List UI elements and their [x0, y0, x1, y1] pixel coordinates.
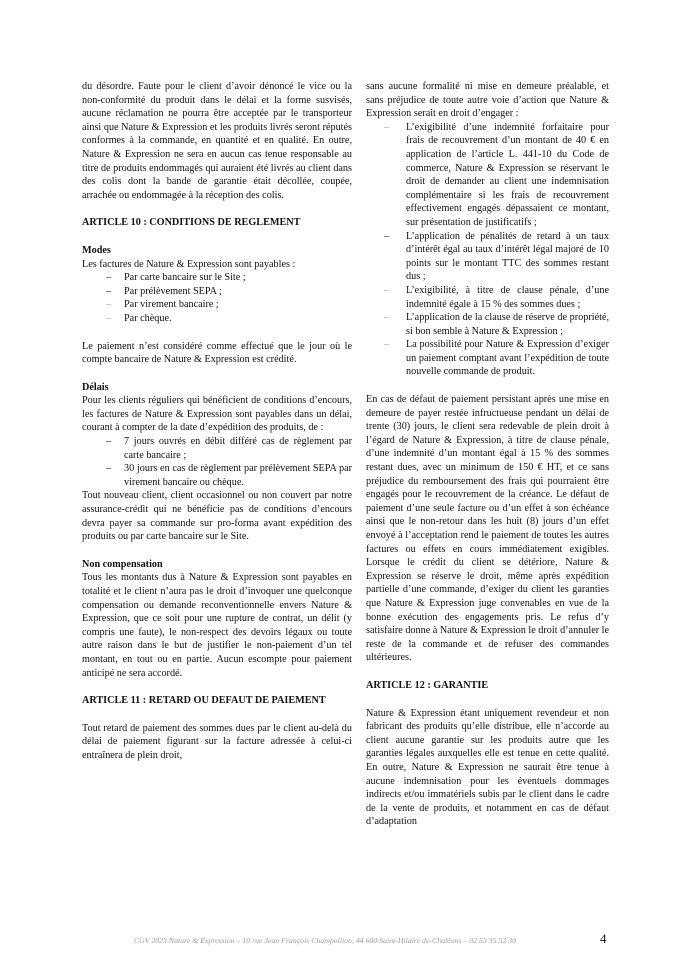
paragraph-garantie: Nature & Expression étant uniquement revendeur et non fabricant des produits qu’elle distribue, elle n’accorde au client aucune garantie sur les produits autre que les garanties légales auxquelles elle est tenue en cette qualité. En outre, Nature & Expression ne saurait être tenue à aucune indemnisation pour les éventuels dommages indirects et/ou immatériels subis par le client dans le cadre de la vente de produits, et notamment en cas de défaut d’adaptation [366, 707, 609, 828]
list-item: – Par prélèvement SEPA ; [106, 285, 352, 299]
page-number: 4 [600, 931, 607, 946]
article-12-heading: ARTICLE 12 : GARANTIE [366, 679, 489, 691]
right-column [366, 80, 609, 829]
list-item: – L’application de la clause de réserve de propriété, si bon semble à Nature & Expression ; [384, 311, 609, 338]
list-item: – La possibilité pour Nature & Expression d’exiger un paiement comptant avant l’expédition de toute nouvelle commande de produit. [384, 338, 609, 379]
list-item: – 7 jours ouvrés en débit différé cas de règlement par carte bancaire ; [106, 435, 352, 462]
modes-list [82, 271, 352, 325]
paragraph-retard: Tout retard de paiement des sommes dues par le client au-delà du délai de paiement figurant sur la facture adressée à celui-ci entraînera de plein droit, [82, 722, 352, 761]
consequences-list [366, 121, 609, 379]
page-footer: CGV 2023 Nature & Expression – 10 rue Jean François Champollion, 44 680 Saint-Hilaire de-Chaléons – 02 53 35 52 30 [133, 936, 517, 945]
list-item: – 30 jours en cas de règlement par prélèvement SEPA par virement bancaire ou chèque. [106, 462, 352, 489]
delais-heading: Délais [82, 381, 109, 393]
non-compensation-heading: Non compensation [82, 558, 163, 570]
list-item: – Par chèque. [106, 312, 352, 326]
list-item: – L’exigibilité, à titre de clause pénale, d’une indemnité égale à 15 % des sommes dues ; [384, 284, 609, 311]
paragraph-formalite: sans aucune formalité ni mise en demeure préalable, et sans préjudice de toute autre voie d’action que Nature & Expression serait en droit d’engager : [366, 81, 609, 120]
left-column [82, 80, 352, 763]
list-item: – Par carte bancaire sur le Site ; [106, 271, 352, 285]
list-item: – L’exigibilité d’une indemnité forfaitaire pour frais de recouvrement d’un montant de 40 € en application de l’article L. 441-10 du Code de commerce, Nature & Expression se réservant le droit de demander au client une indemnisation complémentaire si les frais de recouvrement effectivement engagés dépassaient ce montant, sur présentation de justificatifs ; [384, 121, 609, 230]
paragraph-defaut-paiement: En cas de défaut de paiement persistant après une mise en demeure de payer restée infructueuse pendant un délai de trente (30) jours, le client sera redevable de plein droit à l’égard de Nature & Expression, à titre de clause pénale, d’une indemnité d’un montant égal à 15 % des sommes restant dues, avec un minimum de 150 € HT, et ce sans préjudice du remboursement des frais qui pourraient être engagés pour le recouvrement de la créance. Le défaut de paiement d’une seule facture ou d’un effet à son échéance ainsi que le non-retour dans les huit (8) jours d’un effet envoyé à l’acceptation rend le paiement de toutes les autres factures ou effets en cours immédiatement exigibles. Lorsque le crédit du client se détériore, Nature & Expression se réserve le droit, même après expédition partielle d’une commande, d’exiger du client les garanties que Nature & Expression juge convenables en vue de la bonne exécution des engagements pris. Le refus d’y satisfaire donne à Nature & Expression le droit d’annuler le reste de la commande et de refuser des commandes ultérieures. [366, 394, 610, 664]
paragraph-non-compensation: Tous les montants dus à Nature & Expression sont payables en totalité et le client n’aura pas le droit d’invoquer une quelconque compensation ou demande reconventionnelle envers Nature & Expression, que ce soit pour une rupture de contrat, un délit (y compris une faute), le non-respect des devoirs légaux ou toute autre raison dans le but de justifier le non-paiement d’un tel montant, en tout ou en partie. Aucun escompte pour paiement anticipé ne sera accordé. [82, 572, 352, 679]
delais-list [82, 435, 352, 489]
paragraph-desordre: du désordre. Faute pour le client d’avoir dénoncé le vice ou la non-conformité du produit dans le délai et la forme susvisés, aucune réclamation ne pourra être acceptée par le transporteur ainsi que Nature & Expression et les produits livrés seront réputés conformes à la commande, en quantité et en qualité. En outre, Nature & Expression ne sera en aucun cas tenue responsable au titre de produits endommagés qui auraient été livrés au client dans des colis dont la bande de garantie était décollée, coupée, arrachée ou endommagée à la réception des colis. [82, 81, 352, 201]
article-11-heading: ARTICLE 11 : RETARD OU DEFAUT DE PAIEMENT [82, 695, 326, 707]
paragraph-nouveau-client: Tout nouveau client, client occasionnel ou non couvert par notre assurance-crédit qui ne bénéficie pas de conditions d’encours devra payer sa commande sur pro-forma avant expédition des produits ou par carte bancaire sur le Site. [82, 490, 352, 543]
paragraph-paiement: Le paiement n’est considéré comme effectué que le jour où le compte bancaire de Nature & Expression est crédité. [82, 340, 352, 366]
list-item: – Par virement bancaire ; [106, 298, 352, 312]
modes-heading: Modes [82, 244, 111, 256]
list-item: – L’application de pénalités de retard à un taux d’intérêt égal au taux d’intérêt légal majoré de 10 points sur le montant TTC des sommes restant dus ; [384, 230, 609, 284]
article-10-heading: ARTICLE 10 : CONDITIONS DE REGLEMENT [82, 217, 301, 229]
delais-intro: Pour les clients réguliers qui bénéficient de conditions d’encours, les factures de Nature & Expression sont payables dans un délai, courant à compter de la date d’expédition des produits, de : [82, 395, 352, 434]
modes-intro: Les factures de Nature & Expression sont payables : [82, 258, 296, 270]
